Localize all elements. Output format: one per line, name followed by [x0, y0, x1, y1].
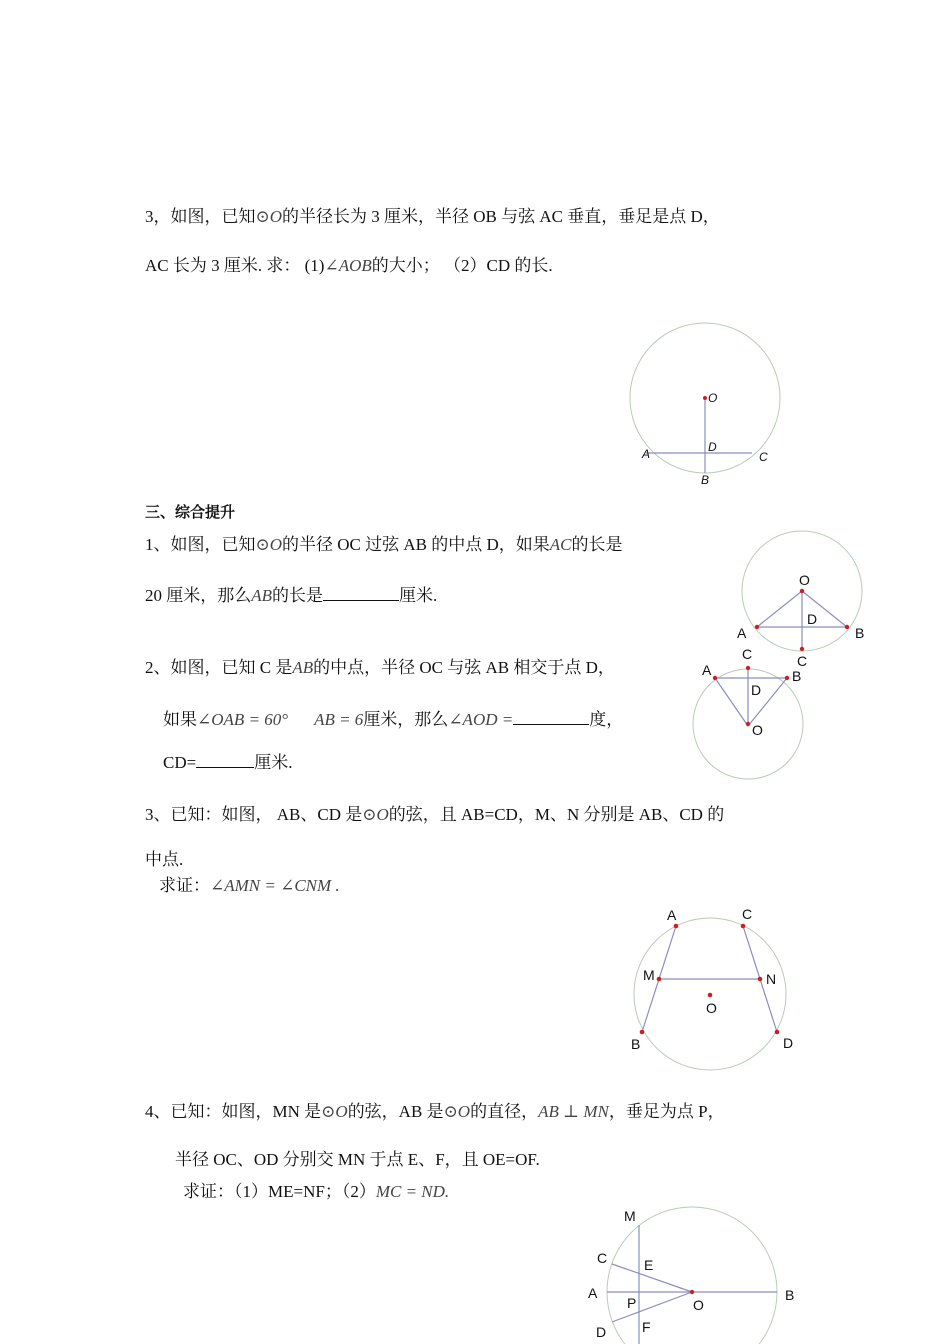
p3-label-o: O: [706, 1000, 717, 1016]
arc-ac: AC: [549, 535, 572, 554]
p1-line1: [145, 533, 623, 557]
p4-label-e: E: [644, 1257, 654, 1273]
condition-angle-oab: ∠OAB = 60°: [197, 710, 289, 729]
circle-o-symbol: ⊙O: [255, 207, 283, 226]
arc-ab: AB: [292, 658, 314, 677]
p3-label-a: A: [667, 907, 677, 923]
p4-text: ，垂足为点 P，: [608, 1102, 725, 1121]
p3-label-c: C: [742, 906, 753, 922]
p2-text: 厘米.: [254, 753, 293, 772]
p1-text: 20 厘米，那么: [145, 586, 252, 605]
p2-line3: [163, 749, 292, 775]
section-title: 三、综合提升: [145, 504, 236, 521]
p3-point-c: [741, 924, 746, 929]
p1-label-b: B: [855, 625, 865, 641]
p4-text: 4、已知：如图，MN 是: [145, 1102, 322, 1121]
p3-point-a: [674, 924, 679, 929]
p1-text: 的半径 OC 过弦 AB 的中点 D，如果: [282, 535, 550, 554]
q3-label-b: B: [701, 473, 710, 487]
p2-text: 厘米，那么: [363, 710, 449, 729]
p3-text: 中点.: [145, 850, 184, 869]
p3-text: 的弦，且 AB=CD，M、N 分别是 AB、CD 的: [388, 805, 725, 824]
p4-circle: [607, 1207, 777, 1344]
p4-label-o: O: [693, 1297, 704, 1313]
q3-label-o: O: [708, 391, 718, 405]
p1-text: 的长是: [272, 586, 324, 605]
p4-figure: [586, 1200, 806, 1344]
p3-point-d: [775, 1030, 780, 1035]
p2-line1: [145, 656, 615, 680]
answer-blank[interactable]: [196, 749, 254, 768]
p1-label-c: C: [797, 653, 808, 669]
p2-text: CD=: [163, 753, 197, 772]
q3-text: AC 长为 3 厘米. 求： (1): [145, 256, 325, 275]
p1-label-a: A: [737, 625, 747, 641]
arc-ab: AB: [251, 586, 273, 605]
p1-radius-oa: [757, 591, 802, 627]
angle-equation: ∠AMN = ∠CNM .: [210, 876, 340, 895]
p4-text: 半径 OC、OD 分别交 MN 于点 E、F，且 OE=OF.: [175, 1150, 540, 1169]
p4-label-a: A: [588, 1285, 598, 1301]
p2-radius-oa: [715, 678, 748, 726]
p2-label-b: B: [792, 668, 802, 684]
p3-point-n: [758, 977, 763, 982]
p1-text: 的长是: [571, 535, 623, 554]
answer-blank[interactable]: [323, 582, 399, 601]
p4-line2: [175, 1148, 540, 1172]
p3-label-b: B: [631, 1036, 641, 1052]
condition-ab-length: AB = 6: [314, 710, 364, 729]
perpendicular-relation: AB ⊥ MN: [538, 1102, 609, 1121]
p4-line1: [145, 1100, 725, 1124]
q3-label-a: A: [642, 447, 651, 461]
p2-line2: [163, 706, 623, 732]
q3-line1: [145, 205, 720, 229]
p1-text: 厘米.: [399, 586, 438, 605]
circle-o-symbol: ⊙O: [255, 535, 283, 554]
p3-label-m: M: [643, 967, 655, 983]
circle-o-symbol: ⊙O: [321, 1102, 348, 1121]
p3-text: 求证：: [159, 876, 210, 895]
p4-text: 求证：（1）ME=NF；（2）: [183, 1182, 376, 1201]
p2-text: 的中点，半径 OC 与弦 AB 相交于点 D，: [313, 658, 615, 677]
p4-label-d: D: [596, 1324, 607, 1340]
p2-text: 如果: [163, 710, 197, 729]
p3-line1: [145, 803, 724, 827]
p3-point-m: [657, 977, 662, 982]
circle-o-symbol: ⊙O: [443, 1102, 471, 1121]
p3-label-d: D: [783, 1035, 794, 1051]
p1-line2: [145, 582, 437, 608]
p4-radius-od: [612, 1292, 692, 1322]
circle-o-symbol: ⊙O: [362, 805, 389, 824]
p3-line3: [159, 874, 340, 898]
p3-label-n: N: [766, 971, 777, 987]
p2-text: 2、如图，已知 C 是: [145, 658, 293, 677]
answer-blank[interactable]: [513, 706, 589, 725]
p4-label-c: C: [597, 1250, 608, 1266]
p2-label-d: D: [751, 682, 762, 698]
q3-figure: [628, 322, 782, 490]
p2-point-c: [746, 666, 750, 670]
p1-point-o: [800, 589, 804, 593]
q3-line2: [145, 254, 553, 278]
p4-label-p: P: [627, 1295, 637, 1311]
p2-label-c: C: [742, 646, 753, 662]
p4-point-o: [690, 1290, 694, 1294]
p2-point-o: [746, 722, 750, 726]
arc-equation: MC = ND.: [375, 1182, 450, 1201]
q3-text: 的大小； （2）CD 的长.: [371, 256, 553, 275]
p3-line2: [145, 848, 183, 872]
p3-text: 3、已知：如图， AB、CD 是: [145, 805, 363, 824]
q3-label-c: C: [759, 450, 768, 464]
p4-text: 的直径，: [470, 1102, 539, 1121]
p4-label-b: B: [785, 1287, 795, 1303]
p2-label-o: O: [752, 722, 763, 738]
p1-point-b: [845, 625, 849, 629]
p4-text: 的弦，AB 是: [347, 1102, 444, 1121]
q3-label-d: D: [708, 440, 717, 454]
p4-label-f: F: [642, 1319, 651, 1335]
angle-aod: ∠AOD =: [448, 710, 514, 729]
p1-text: 1、如图，已知: [145, 535, 256, 554]
q3-point-o: [703, 396, 707, 400]
p3-point-o: [708, 993, 713, 998]
q3-text: 的半径长为 3 厘米，半径 OB 与弦 AC 垂直，垂足是点 D，: [282, 207, 720, 226]
p3-figure: [628, 904, 798, 1068]
p4-label-m: M: [624, 1208, 636, 1224]
angle-aob: ∠AOB: [324, 256, 372, 275]
p2-figure: [692, 644, 808, 784]
p3-point-b: [640, 1030, 645, 1035]
p2-point-b: [785, 676, 789, 680]
q3-text: 3，如图，已知: [145, 207, 256, 226]
p2-text: 度，: [589, 710, 624, 729]
p4-line3: [183, 1180, 449, 1204]
p1-label-d: D: [807, 611, 818, 627]
p1-label-o: O: [799, 572, 810, 588]
p2-label-a: A: [702, 662, 712, 678]
p2-point-a: [713, 676, 717, 680]
p1-point-a: [755, 625, 759, 629]
